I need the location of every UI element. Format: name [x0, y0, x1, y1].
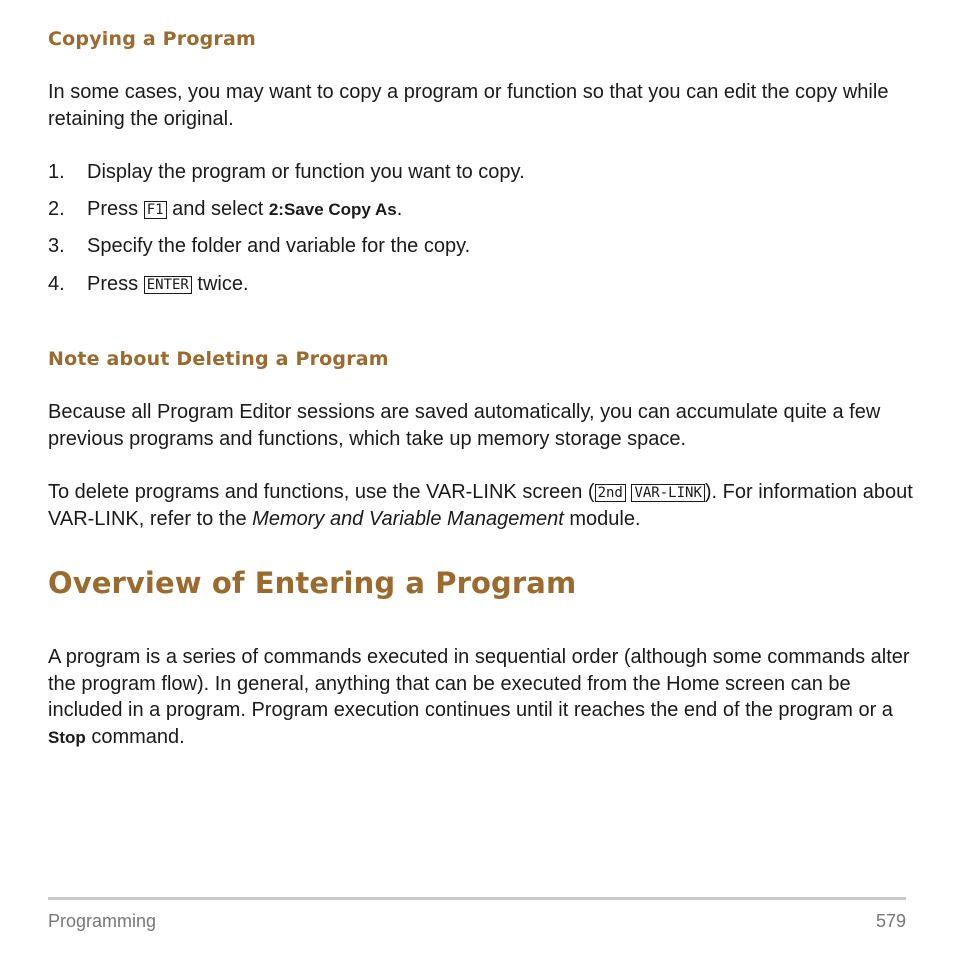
delete-paragraph-2	[48, 479, 918, 532]
step-4	[48, 271, 908, 297]
module-reference: Memory and Variable Management	[252, 507, 564, 530]
overview-text-a: A program is a series of commands executed in sequential order (although some commands alter the program flow). In general, anything that can be executed from the Home screen can be included in a program. Program execution continues until it reaches the end of the program or a	[48, 646, 910, 721]
heading-copying-a-program: Copying a Program	[48, 28, 257, 50]
overview-paragraph	[48, 644, 918, 751]
step-text-pre: Press	[87, 198, 139, 220]
delete-paragraph-1: Because all Program Editor sessions are saved automatically, you can accumulate quite a few previous programs and functions, which take up memory storage space.	[48, 401, 881, 450]
delete-text-a: To delete programs and functions, use the VAR-LINK screen (	[48, 481, 595, 503]
enter-key-icon: ENTER	[144, 276, 192, 294]
step-text: Specify the folder and variable for the copy.	[87, 235, 471, 257]
menu-item-save-copy-as: 2:Save Copy As	[268, 200, 397, 219]
f1-key-icon: F1	[144, 201, 167, 219]
step-3	[48, 233, 908, 259]
footer-divider	[48, 897, 906, 900]
delete-text-c: module.	[569, 507, 641, 530]
step-1	[48, 159, 908, 185]
var-link-key-icon: VAR-LINK	[631, 484, 704, 502]
step-text-pre: Press	[87, 273, 139, 295]
step-number: 2.	[48, 198, 65, 220]
overview-text-b: command.	[91, 725, 185, 748]
step-text: Display the program or function you want to copy.	[87, 161, 525, 183]
stop-command: Stop	[48, 727, 86, 747]
step-2	[48, 196, 908, 223]
step-number: 1.	[48, 161, 65, 183]
heading-overview-of-entering: Overview of Entering a Program	[48, 566, 577, 600]
delete-text-b: ). For information about VAR-LINK, refer to the	[48, 481, 913, 530]
2nd-key-icon: 2nd	[595, 484, 626, 502]
step-number: 4.	[48, 273, 65, 295]
footer-section-name: Programming	[48, 911, 157, 931]
copy-intro-paragraph: In some cases, you may want to copy a program or function so that you can edit the copy while retaining the original.	[48, 81, 889, 130]
heading-note-about-deleting: Note about Deleting a Program	[48, 348, 389, 370]
page-number: 579	[875, 911, 906, 931]
step-text-post: .	[396, 198, 403, 220]
step-number: 3.	[48, 235, 65, 257]
step-text-mid: and select	[172, 198, 264, 220]
step-text-post: twice.	[197, 273, 249, 295]
